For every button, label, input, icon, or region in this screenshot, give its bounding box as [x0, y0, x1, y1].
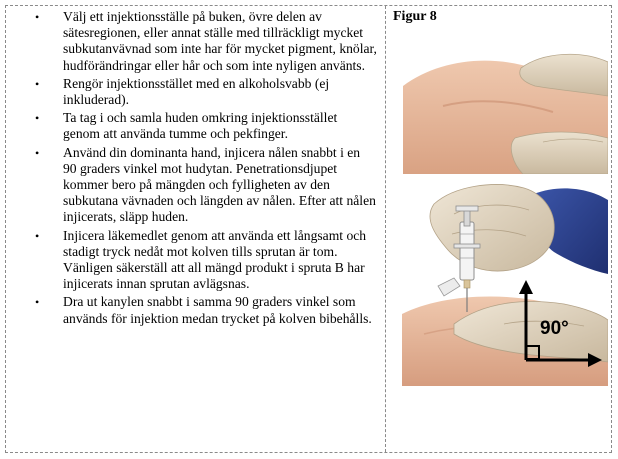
bullet-icon: •	[35, 10, 40, 24]
instruction-item	[6, 110, 377, 142]
instruction-item	[6, 76, 377, 108]
gloved-hand-upper	[430, 185, 554, 271]
instruction-cell	[6, 6, 385, 452]
instruction-text: Rengör injektionsstället med en alkoholsvabb (ej inkluderad).	[63, 75, 330, 108]
bullet-icon: •	[35, 295, 40, 310]
needle-cap	[438, 278, 460, 296]
instruction-item	[6, 228, 377, 293]
instruction-item	[6, 294, 377, 326]
instruction-table	[5, 5, 612, 453]
instruction-item	[6, 145, 377, 226]
angle-label: 90°	[540, 318, 569, 339]
instruction-text: Välj ett injektionsställe på buken, övre delen av sätesregionen, eller annat ställe med tillräckligt mycket subkutanvävnad som inte har för mycket pigment, knölar, hudförändringar eller hår och som inte nyligen använts.	[63, 9, 377, 73]
instruction-text: Injicera läkemedlet genom att använda ett långsamt och stadigt tryck nedåt mot kolven tills sprutan är tom. Vänligen säkerställ att all mängd produkt i spruta B har injicerats innan sprutan avlägsnas.	[63, 227, 367, 292]
figure-cell	[386, 6, 611, 452]
bullet-icon: •	[35, 145, 40, 160]
instruction-list	[6, 6, 385, 327]
bullet-icon: •	[35, 76, 40, 91]
injection-illustration	[394, 174, 608, 386]
syringe-barrel	[460, 222, 474, 280]
figure-title: Figur 8	[393, 9, 437, 24]
skin-pinch-illustration	[403, 46, 608, 174]
instruction-text: Ta tag i och samla huden omkring injektionsstället genom att använda tumme och pekfinger.	[63, 110, 338, 142]
bullet-icon: •	[35, 111, 40, 126]
instruction-text: Använd din dominanta hand, injicera nålen snabbt i en 90 graders vinkel mot hudytan. Penetrationsdjupet kommer bero på mängden och fylligheten av den subkutana vävnaden och längden av nålen. Efter att nålen injicerats, släpp huden.	[63, 144, 376, 225]
bullet-icon: •	[35, 228, 40, 243]
instruction-item	[6, 9, 377, 74]
syringe-plunger	[464, 210, 470, 226]
gloved-finger	[511, 132, 608, 174]
instruction-text: Dra ut kanylen snabbt i samma 90 graders vinkel som används för injektion medan trycket på kolven bibehålls.	[63, 294, 372, 326]
